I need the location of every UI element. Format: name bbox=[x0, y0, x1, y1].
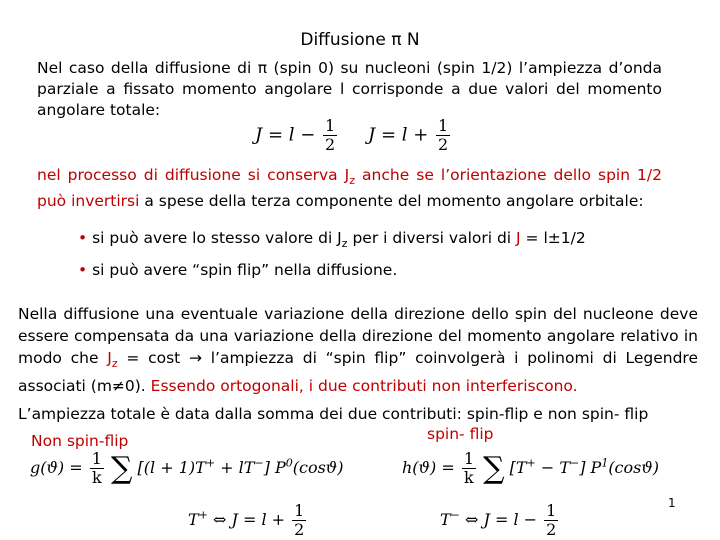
label-spin-flip: spin- flip bbox=[427, 425, 494, 443]
paragraph3-red-sentence: Essendo ortogonali, i due contributi non interferiscono. bbox=[150, 377, 578, 396]
fraction-numerator: 1 bbox=[438, 116, 449, 135]
fraction bbox=[323, 117, 337, 154]
fraction-numerator: 1 bbox=[294, 501, 305, 520]
sum-symbol: ∑ bbox=[483, 451, 505, 486]
equation-g bbox=[30, 450, 343, 487]
equation-h bbox=[402, 450, 659, 487]
fraction-numerator: 1 bbox=[325, 116, 336, 135]
fraction bbox=[436, 117, 450, 154]
fraction bbox=[292, 502, 306, 539]
paragraph2-part3: a spese della terza componente del momento angolare orbitale: bbox=[139, 192, 644, 211]
paragraph2-sub: z bbox=[349, 174, 356, 188]
equation-h-body: [T bbox=[509, 458, 527, 477]
bullet-dot-icon: • bbox=[78, 229, 88, 247]
minus-superscript: − bbox=[570, 456, 580, 470]
equation-j-minus-lhs: J = l − bbox=[255, 124, 316, 146]
fraction-denominator: 2 bbox=[325, 135, 336, 154]
one-superscript: 1 bbox=[601, 456, 609, 470]
bullet1-part2: per i diversi valori di bbox=[347, 229, 517, 247]
fraction-numerator: 1 bbox=[463, 449, 474, 468]
conservation-paragraph bbox=[37, 165, 662, 212]
paragraph3-jz: J bbox=[107, 349, 112, 367]
fraction bbox=[544, 502, 558, 539]
paragraph3-part1: Nella diffusione una eventuale variazione della direzione dello spin del nucleone deve essere compensata da una variazione della direzione del momento angolare relativo in modo che bbox=[18, 305, 698, 367]
equation-h-lhs: h(ϑ) = bbox=[402, 458, 455, 477]
equation-h-body3: ] P bbox=[579, 458, 602, 477]
spin-flip-paragraph bbox=[18, 303, 698, 397]
equation-j-plus bbox=[368, 117, 452, 154]
equation-g-body4: (cosϑ) bbox=[292, 458, 344, 477]
bullet1-part3: = l±1/2 bbox=[520, 229, 586, 247]
total-amplitude-paragraph: L’ampiezza totale è data dalla somma dei due contributi: spin-flip e non spin- flip bbox=[18, 405, 649, 423]
plus-superscript: + bbox=[198, 508, 208, 522]
equation-g-body2: + lT bbox=[215, 458, 255, 477]
plus-superscript: + bbox=[205, 456, 216, 470]
equation-g-body: [(l + 1)T bbox=[137, 458, 206, 477]
bullet1-part1: si può avere lo stesso valore di J bbox=[92, 229, 342, 247]
bullet-item-1 bbox=[78, 228, 678, 254]
intro-paragraph: Nel caso della diffusione di π (spin 0) su nucleoni (spin 1/2) l’ampiezza d’onda parziale a fissato momento angolare l corrisponde a due valori del momento angolare totale: bbox=[37, 59, 662, 119]
fraction-denominator: 2 bbox=[294, 520, 305, 539]
fraction-denominator: 2 bbox=[546, 520, 557, 539]
paragraph3-sub: z bbox=[111, 357, 118, 371]
sum-symbol: ∑ bbox=[111, 451, 133, 486]
bullet-dot-icon: • bbox=[78, 261, 88, 279]
equation-g-lhs: g(ϑ) = bbox=[30, 458, 83, 477]
minus-superscript: − bbox=[254, 456, 264, 470]
minus-superscript: − bbox=[450, 508, 460, 522]
paragraph2-part2: anche se l’orientazione dello spin 1/2 può bbox=[37, 166, 662, 211]
fraction-numerator: 1 bbox=[546, 501, 557, 520]
fraction bbox=[462, 450, 476, 487]
equation-h-body2: − T bbox=[535, 458, 570, 477]
label-non-spin-flip: Non spin-flip bbox=[31, 432, 129, 450]
paragraph2-red-word: invertirsi bbox=[71, 192, 140, 211]
equation-t-plus-mid: ⇔ J = l + bbox=[207, 510, 286, 529]
bullet1-red: J bbox=[516, 229, 521, 247]
zero-superscript: 0 bbox=[285, 456, 293, 470]
equation-j-plus-lhs: J = l + bbox=[368, 124, 429, 146]
equation-g-body3: ] P bbox=[263, 458, 286, 477]
bullet1-sub: z bbox=[341, 237, 348, 251]
fraction-denominator: 2 bbox=[438, 135, 449, 154]
equation-t-minus-lhs: T bbox=[440, 510, 451, 529]
plus-superscript: + bbox=[526, 456, 536, 470]
paragraph2-part1: nel processo di diffusione si conserva J bbox=[37, 166, 350, 184]
fraction-denominator: k bbox=[464, 468, 474, 487]
bullet2-text: si può avere “spin flip” nella diffusione. bbox=[92, 261, 398, 279]
fraction bbox=[90, 450, 104, 487]
equation-t-plus bbox=[188, 502, 308, 539]
fraction-numerator: 1 bbox=[91, 449, 102, 468]
bullet-item-2 bbox=[78, 260, 678, 281]
equation-t-plus-lhs: T bbox=[188, 510, 199, 529]
page-title: Diffusione π N bbox=[300, 30, 420, 50]
equation-t-minus bbox=[440, 502, 560, 539]
fraction-denominator: k bbox=[91, 468, 102, 487]
equation-j-minus bbox=[255, 117, 339, 154]
page-number: 1 bbox=[668, 496, 676, 510]
paragraph3-part2: = cost → l’ampiezza di “spin flip” coinvolgerà i polinomi di Legendre associati (m≠0). bbox=[18, 349, 698, 396]
equation-h-body4: (cosϑ) bbox=[608, 458, 660, 477]
equation-t-minus-mid: ⇔ J = l − bbox=[459, 510, 538, 529]
